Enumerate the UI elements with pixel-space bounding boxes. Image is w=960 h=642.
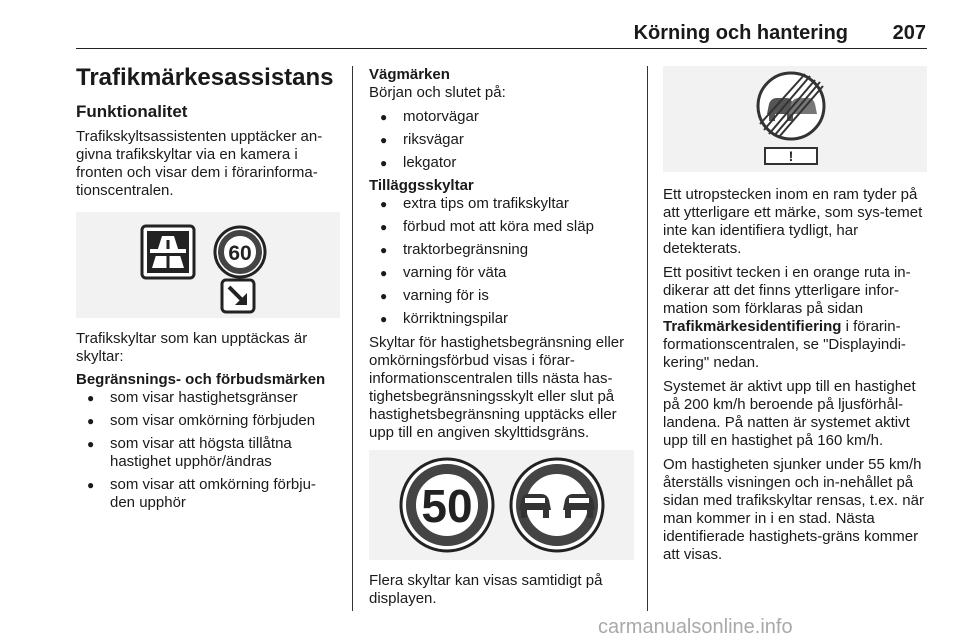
watermark: carmanualsonline.info — [598, 616, 793, 638]
speed-paragraph: Skyltar för hastighetsbegränsning eller omkörningsförbud visas i förar-informationscentralen tills nästa has-tighetsbegränsningsskylt eller slut på hastighetsbegränsning upptäcks eller upp till en angiven skylttidsgräns. — [369, 334, 625, 441]
list-item: ● körriktningspilar — [369, 310, 634, 328]
multi-signs-paragraph: Flera skyltar kan visas samtidigt på displayen. — [369, 572, 603, 607]
restrict-list — [76, 389, 340, 512]
figure-1-svg — [76, 212, 340, 318]
additional-list — [369, 195, 634, 328]
list-item: ● som visar att omkörning förbju-den upphör — [76, 476, 340, 512]
road-list — [369, 108, 634, 172]
list-item: ● varning för is — [369, 287, 634, 305]
subsection-heading: Funktionalitet — [76, 102, 188, 121]
detect-paragraph: Trafikskyltar som kan upptäckas är skyltar: — [76, 330, 308, 365]
end-no-overtaking-sign-icon — [758, 73, 824, 139]
additional-title: Tilläggsskyltar — [369, 177, 474, 194]
list-item: ● förbud mot att köra med släp — [369, 218, 634, 236]
list-item: ● varning för väta — [369, 264, 634, 282]
list-item: ● som visar att högsta tillåtna hastighet upphör/ändras — [76, 435, 340, 471]
no-overtaking-sign-icon — [511, 459, 603, 551]
column-divider-2 — [647, 66, 648, 611]
figure-3-svg — [663, 66, 927, 172]
speed-50-sign-icon — [401, 459, 493, 551]
column-2 — [369, 66, 634, 614]
section-heading: Trafikmärkesassistans — [76, 64, 334, 91]
column-3 — [663, 66, 927, 570]
list-item: ● extra tips om trafikskyltar — [369, 195, 634, 213]
page-number: 207 — [892, 22, 926, 44]
list-item: ● riksvägar — [369, 131, 634, 149]
restrict-title: Begränsnings- och förbudsmärken — [76, 371, 326, 388]
list-item: ● motorvägar — [369, 108, 634, 126]
road-intro: Början och slutet på: — [369, 84, 506, 101]
header-rule — [76, 48, 927, 49]
paragraph-2-text-end: i förarin-formationscentralen, se "Displayindi-kering" nedan. — [663, 318, 906, 371]
list-item: ● som visar hastighetsgränser — [76, 389, 340, 407]
exclamation-plate-icon — [765, 148, 817, 164]
motorway-sign-icon — [142, 226, 194, 278]
column-1 — [76, 64, 340, 518]
exclamation-text: ! — [788, 148, 794, 164]
figure-motorway-speed — [76, 212, 340, 318]
road-title: Vägmärken — [369, 66, 450, 83]
list-item: ● traktorbegränsning — [369, 241, 634, 259]
intro-paragraph: Trafikskyltsassistenten upptäcker an-givna trafikskyltar via en kamera i fronten och visar dem i förarinforma-tionscentralen. — [76, 128, 323, 199]
paragraph-2-text: Ett positivt tecken i en orange ruta in-dikerar att det finns ytterligare infor-mation som förklaras på sidan — [663, 264, 911, 317]
paragraph-4: Om hastigheten sjunker under 55 km/h återställs visningen och in-nehållet på sidan med trafikskyltar rensas, t.ex. när man kommer in i en stad. Nästa identifierade hastighets-gräns kommer att visas. — [663, 456, 924, 563]
figure-end-no-overtaking — [663, 66, 927, 172]
speed-60-sign-icon — [215, 227, 265, 277]
figure-speed-overtaking — [369, 450, 634, 560]
speed-60-text: 60 — [228, 242, 252, 265]
paragraph-2-reference: Trafikmärkesidentifiering — [663, 318, 842, 335]
list-item: ● lekgator — [369, 154, 634, 172]
speed-50-text: 50 — [421, 480, 473, 532]
header-title: Körning och hantering — [633, 22, 848, 44]
paragraph-1: Ett utropstecken inom en ram tyder på att ytterligare ett märke, som sys-temet inte kan identifiera tydligt, har detekterats. — [663, 186, 923, 257]
column-divider-1 — [352, 66, 353, 611]
paragraph-2 — [663, 264, 927, 372]
arrow-down-right-icon — [222, 280, 254, 312]
figure-2-svg — [369, 450, 634, 560]
list-item: ● som visar omkörning förbjuden — [76, 412, 340, 430]
paragraph-3: Systemet är aktivt upp till en hastighet på 200 km/h beroende på ljusförhål-landena. På natten är systemet aktivt upp till en hastighet på 160 km/h. — [663, 378, 916, 449]
